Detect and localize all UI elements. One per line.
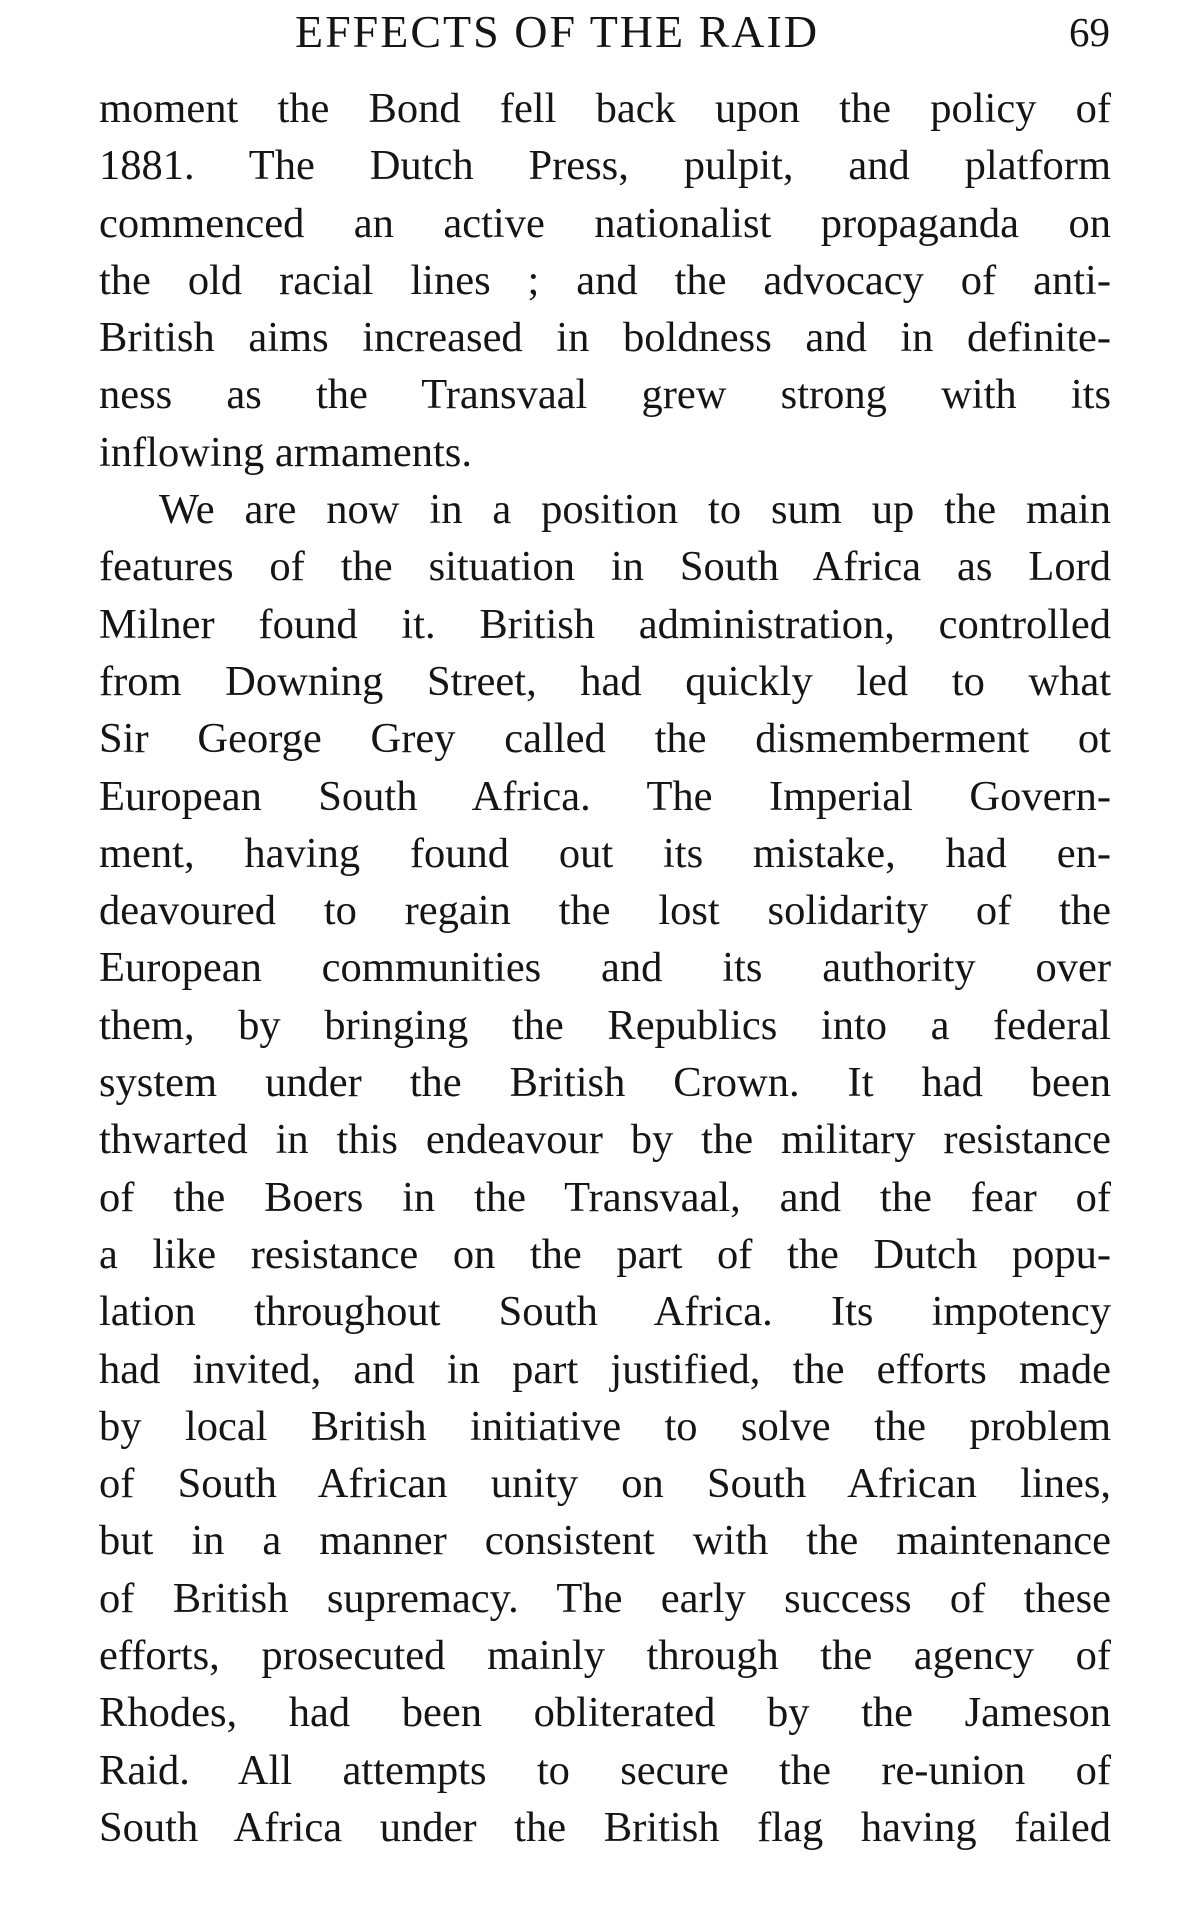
text-line: the old racial lines ; and the advocacy of anti- [99, 256, 1111, 304]
text-line: by local British initiative to solve the problem [99, 1402, 1111, 1450]
text-line: features of the situation in South Africa as Lord [99, 543, 1111, 591]
text-line: commenced an active nationalist propaganda on [99, 199, 1111, 247]
text-line: South Africa under the British flag having failed [99, 1803, 1111, 1851]
text-line: ness as the Transvaal grew strong with its [99, 371, 1111, 419]
text-line: inflowing armaments. [99, 428, 472, 476]
text-line: Rhodes, had been obliterated by the Jameson [99, 1689, 1111, 1737]
text-line: Sir George Grey called the dismemberment ot [99, 715, 1111, 763]
running-head [100, 2, 1110, 62]
text-line: system under the British Crown. It had been [99, 1059, 1111, 1107]
text-line: ment, having found out its mistake, had en- [99, 829, 1111, 877]
text-line: of the Boers in the Transvaal, and the fear of [99, 1173, 1111, 1221]
text-line: had invited, and in part justified, the efforts made [99, 1345, 1111, 1393]
text-line: but in a manner consistent with the maintenance [99, 1517, 1111, 1565]
text-line: 1881. The Dutch Press, pulpit, and platform [99, 142, 1111, 190]
text-line: them, by bringing the Republics into a federal [99, 1001, 1111, 1049]
text-line: Milner found it. British administration, controlled [99, 600, 1111, 648]
text-line: Raid. All attempts to secure the re-union of [99, 1746, 1111, 1794]
text-line: lation throughout South Africa. Its impotency [99, 1288, 1111, 1336]
text-line: European communities and its authority over [99, 944, 1111, 992]
text-line: British aims increased in boldness and in definite- [99, 314, 1111, 362]
text-line: efforts, prosecuted mainly through the agency of [99, 1632, 1111, 1680]
text-line: deavoured to regain the lost solidarity of the [99, 887, 1111, 935]
text-line: moment the Bond fell back upon the policy of [99, 85, 1111, 132]
text-line: thwarted in this endeavour by the military resistance [99, 1116, 1111, 1164]
body-text [99, 80, 1111, 1856]
text-line: We are now in a position to sum up the main [159, 486, 1111, 534]
chapter-title: EFFECTS OF THE RAID [295, 6, 820, 57]
text-line: from Downing Street, had quickly led to what [99, 657, 1111, 705]
text-line: of South African unity on South African lines, [99, 1460, 1111, 1508]
text-line: of British supremacy. The early success of these [99, 1574, 1111, 1622]
page-number: 69 [1069, 9, 1110, 55]
text-line: a like resistance on the part of the Dutch popu- [99, 1230, 1111, 1278]
text-line: European South Africa. The Imperial Govern- [99, 772, 1111, 820]
